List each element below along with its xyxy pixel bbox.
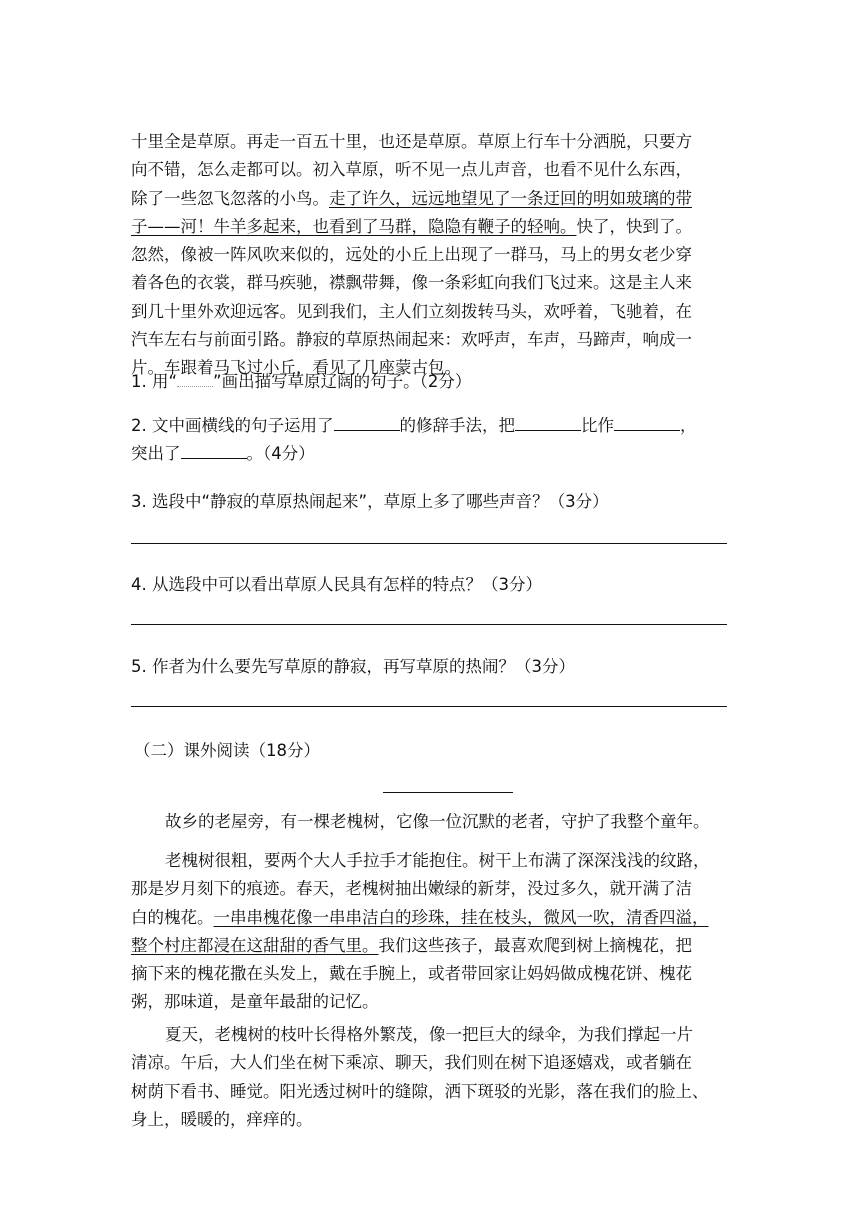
- wavy-line-sample: [177, 372, 213, 387]
- passage-line: 十里全是草原。再走一百五十里，也还是草原。草原上行车十分洒脱，只要方: [131, 132, 692, 151]
- passage-line: 片。车跟着马飞过小丘，看见了几座蒙古包。: [131, 358, 461, 378]
- answer-blank[interactable]: [181, 442, 247, 459]
- question-text: 2. 文中画横线的句子运用了: [131, 416, 334, 435]
- question-4: 4. 从选段中可以看出草原人民具有怎样的特点？（3分）: [131, 575, 542, 594]
- section-heading: （二）课外阅读（18分）: [134, 741, 320, 760]
- passage-line: 到几十里外欢迎远客。见到我们，主人们立刻拨转马头，欢呼着，飞驰着，在: [131, 301, 692, 321]
- answer-blank[interactable]: [334, 414, 400, 431]
- passage-line: 忽然，像被一阵风吹来似的，远处的小丘上出现了一群马，马上的男女老少穿: [131, 245, 692, 265]
- passage-line: 树荫下看书、睡觉。阳光透过树叶的缝隙，洒下斑驳的光影，落在我们的脸上、: [131, 1081, 709, 1101]
- passage-locust-p3: [131, 1021, 731, 1134]
- question-text: 突出了: [131, 444, 181, 463]
- passage-line: 那是岁月刻下的痕迹。春天，老槐树抽出嫩绿的新芽，没过多久，就开满了洁: [131, 879, 692, 899]
- answer-line-5[interactable]: [131, 706, 727, 707]
- question-2: [131, 412, 697, 440]
- question-text: 1. 用“: [131, 372, 178, 391]
- passage-line: 清凉。午后，大人们坐在树下乘凉、聊天，我们则在树下追逐嬉戏，或者躺在: [131, 1053, 692, 1073]
- title-blank-line[interactable]: [383, 792, 513, 793]
- question-text: 比作: [581, 416, 614, 435]
- question-text: ”画出描写草原辽阔的句子。（2分）: [213, 372, 472, 391]
- question-5: 5. 作者为什么要先写草原的静寂，再写草原的热闹？（3分）: [131, 657, 575, 676]
- question-2-cont: [131, 440, 315, 468]
- passage-grassland: [131, 128, 731, 383]
- underlined-sentence: 整个村庄都浸在这甜甜的香气里。: [131, 935, 379, 955]
- question-text: ，: [680, 416, 697, 435]
- passage-locust-tree: [131, 808, 731, 836]
- passage-line: 夏天，老槐树的枝叶长得格外繁茂，像一把巨大的绿伞，为我们撑起一片: [165, 1025, 693, 1044]
- answer-line-4[interactable]: [131, 624, 727, 625]
- passage-line: 着各色的衣裳，群马疾驰，襟飘带舞，像一条彩虹向我们飞过来。这是主人来: [131, 273, 692, 293]
- answer-line-3[interactable]: [131, 543, 727, 544]
- passage-line: 故乡的老屋旁，有一棵老槐树，它像一位沉默的老者，守护了我整个童年。: [165, 812, 710, 831]
- passage-line: [131, 185, 731, 213]
- passage-line: [131, 213, 731, 241]
- answer-blank[interactable]: [614, 414, 680, 431]
- passage-line: [131, 904, 731, 932]
- passage-text: 快了，快到了。: [576, 216, 692, 236]
- underlined-sentence: 走了许久，远远地望见了一条迂回的明如玻璃的带: [329, 188, 692, 208]
- question-3: 3. 选段中“静寂的草原热闹起来”，草原上多了哪些声音？（3分）: [131, 492, 609, 511]
- passage-line: 向不错，怎么走都可以。初入草原，听不见一点儿声音，也看不见什么东西，: [131, 160, 692, 180]
- question-1: [131, 368, 471, 396]
- underlined-sentence: 子——河！牛羊多起来，也看到了马群，隐隐有鞭子的轻响。: [131, 216, 577, 236]
- passage-text: 我们这些孩子，最喜欢爬到树上摘槐花，把: [378, 935, 692, 955]
- passage-text: 除了一些忽飞忽落的小鸟。: [131, 188, 329, 208]
- passage-line: 摘下来的槐花撒在头发上，戴在手腕上，或者带回家让妈妈做成槐花饼、槐花: [131, 964, 692, 984]
- passage-text: 白的槐花。: [131, 907, 214, 927]
- passage-line: 粥，那味道，是童年最甜的记忆。: [131, 992, 379, 1012]
- passage-line: 汽车左右与前面引路。静寂的草原热闹起来：欢呼声，车声，马蹄声，响成一: [131, 330, 692, 350]
- answer-blank[interactable]: [515, 414, 581, 431]
- underlined-sentence: 一串串槐花像一串串洁白的珍珠，挂在枝头，微风一吹，清香四溢，: [213, 907, 709, 927]
- passage-locust-p2: [131, 847, 731, 1017]
- passage-line: [131, 932, 731, 960]
- passage-line: 身上，暖暖的，痒痒的。: [131, 1109, 313, 1129]
- passage-line: 老槐树很粗，要两个大人手拉手才能抱住。树干上布满了深深浅浅的纹路，: [165, 851, 710, 870]
- question-text: 。（4分）: [246, 444, 315, 463]
- question-text: 的修辞手法，把: [399, 416, 515, 435]
